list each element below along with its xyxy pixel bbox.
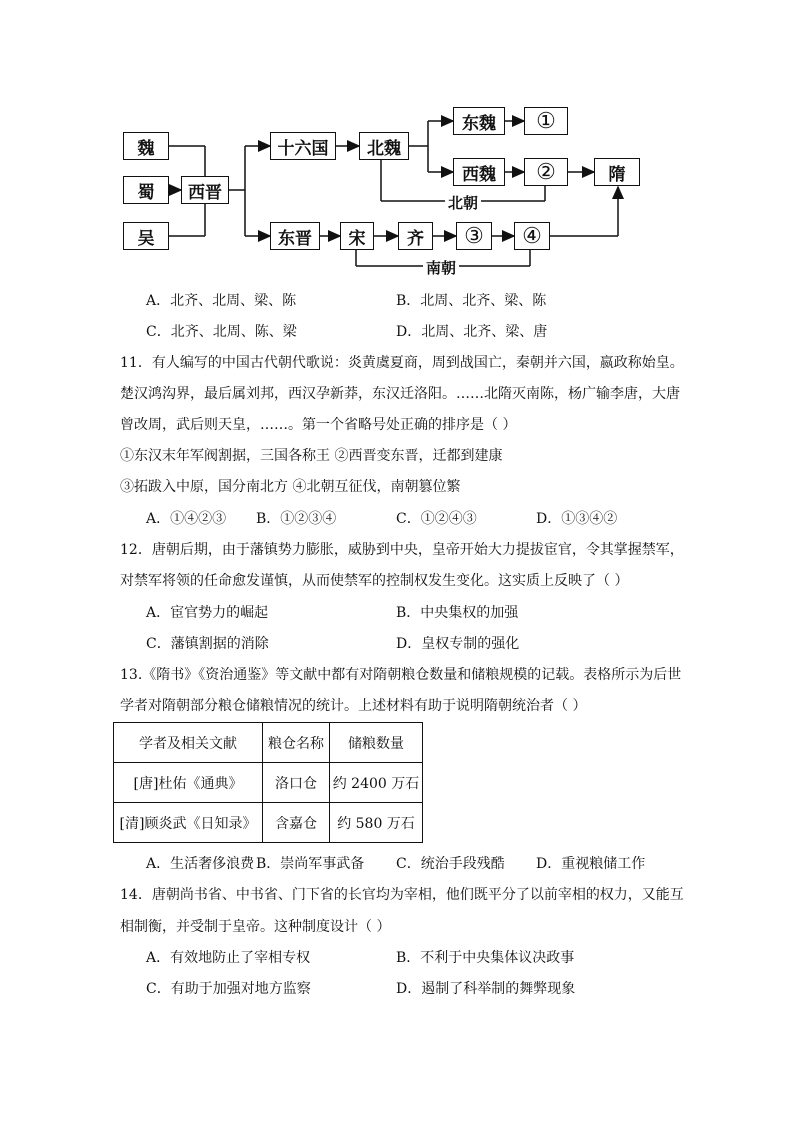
q13-option-a: A．生活奢侈浪费	[146, 856, 255, 872]
q14-stem-line-1: 14．唐朝尚书省、中书省、门下省的长官均为宰相，他们既平分了以前宰相的权力，又能互	[120, 887, 684, 903]
node-blank-2: ②	[524, 158, 568, 186]
q14-option-d: D．遏制了科举制的舞弊现象	[396, 981, 576, 997]
node-beiwei: 北魏	[359, 132, 409, 160]
q12-option-d: D．皇权专制的强化	[396, 636, 520, 652]
table-header-cell: 学者及相关文献	[114, 723, 263, 763]
node-dongjin: 东晋	[270, 222, 320, 250]
q13-option-b: B．崇尚军事武备	[256, 856, 365, 872]
q11-stem-line-2: 楚汉鸿沟界，最后属刘邦，西汉孕新莽，东汉迁洛阳。……北隋灭南陈，杨广输李唐，大唐	[120, 386, 680, 402]
table-cell: [清]顾炎武《日知录》	[114, 803, 263, 843]
node-blank-1: ①	[524, 107, 568, 135]
grain-storage-table	[113, 722, 423, 843]
node-song: 宋	[340, 222, 374, 250]
node-wei: 魏	[123, 132, 169, 160]
label-beichao: 北朝	[445, 192, 481, 213]
table-header-cell: 储粮数量	[330, 723, 423, 763]
node-xiwei: 西魏	[453, 158, 505, 186]
dynasty-diagram	[0, 0, 794, 290]
q11-option-c: C．①②④③	[396, 511, 477, 527]
table-header-cell: 粮仓名称	[263, 723, 330, 763]
q11-stem-line-3: 曾改周，武后则天皇，……。第一个省略号处正确的排序是（ ）	[120, 417, 517, 433]
table-row	[114, 803, 423, 843]
table-cell: 洛口仓	[263, 763, 330, 803]
q10-option-d: D．北周、北齐、梁、唐	[396, 324, 548, 340]
q11-option-d: D．①③④②	[536, 511, 618, 527]
node-shu: 蜀	[123, 176, 169, 204]
label-nanchao: 南朝	[423, 257, 459, 278]
table-cell: 含嘉仓	[263, 803, 330, 843]
q11-stem-line-1: 11．有人编写的中国古代朝代歌说：炎黄虞夏商，周到战国亡，秦朝并六国，嬴政称始皇。	[120, 355, 684, 371]
q14-option-c: C．有助于加强对地方监察	[146, 981, 311, 997]
node-xijin: 西晋	[181, 176, 229, 204]
q10-option-c: C．北齐、北周、陈、梁	[146, 324, 297, 340]
node-blank-4: ④	[514, 222, 550, 250]
q12-option-a: A．宦官势力的崛起	[146, 605, 269, 621]
q13-stem-line-2: 学者对隋朝部分粮仓储粮情况的统计。上述材料有助于说明隋朝统治者（ ）	[120, 698, 587, 714]
table-header-row	[114, 723, 423, 763]
q12-stem-line-1: 12．唐朝后期，由于藩镇势力膨胀，威胁到中央，皇帝开始大力提拔宦官，令其掌握禁军，	[120, 542, 684, 558]
q10-option-a: A．北齐、北周、梁、陈	[146, 293, 297, 309]
q14-option-b: B．不利于中央集体议决政事	[396, 950, 575, 966]
q13-option-c: C．统治手段残酷	[396, 856, 505, 872]
node-wu: 吴	[123, 222, 169, 250]
q11-option-b: B．①②③④	[256, 511, 337, 527]
q10-option-b: B．北周、北齐、梁、陈	[396, 293, 547, 309]
q11-option-a: A．①④②③	[146, 511, 227, 527]
q13-stem-line-1: 13.《隋书》《资治通鉴》等文献中都有对隋朝粮仓数量和储粮规模的记载。表格所示为后世	[120, 667, 682, 683]
table-cell: 约 580 万石	[330, 803, 423, 843]
q12-option-b: B．中央集权的加强	[396, 605, 519, 621]
node-shiliuguo: 十六国	[270, 132, 336, 160]
q11-item-line-1: ①东汉末年军阀割据，三国各称王 ②西晋变东晋，迁都到建康	[120, 448, 503, 464]
table-cell: [唐]杜佑《通典》	[114, 763, 263, 803]
table-cell: 约 2400 万石	[330, 763, 423, 803]
node-dongwei: 东魏	[453, 107, 505, 135]
node-qi: 齐	[398, 222, 433, 250]
q12-option-c: C．藩镇割据的消除	[146, 636, 269, 652]
table-row	[114, 763, 423, 803]
node-blank-3: ③	[456, 222, 492, 250]
q11-item-line-2: ③拓跋入中原，国分南北方 ④北朝互征伐，南朝篡位繁	[120, 479, 461, 495]
q12-stem-line-2: 对禁军将领的任命愈发谨慎，从而使禁军的控制权发生变化。这实质上反映了（ ）	[120, 573, 629, 589]
q13-option-d: D．重视粮储工作	[536, 856, 646, 872]
q14-stem-line-2: 相制衡，并受制于皇帝。这种制度设计（ ）	[120, 919, 391, 935]
node-sui: 隋	[594, 158, 640, 186]
q14-option-a: A．有效地防止了宰相专权	[146, 950, 311, 966]
